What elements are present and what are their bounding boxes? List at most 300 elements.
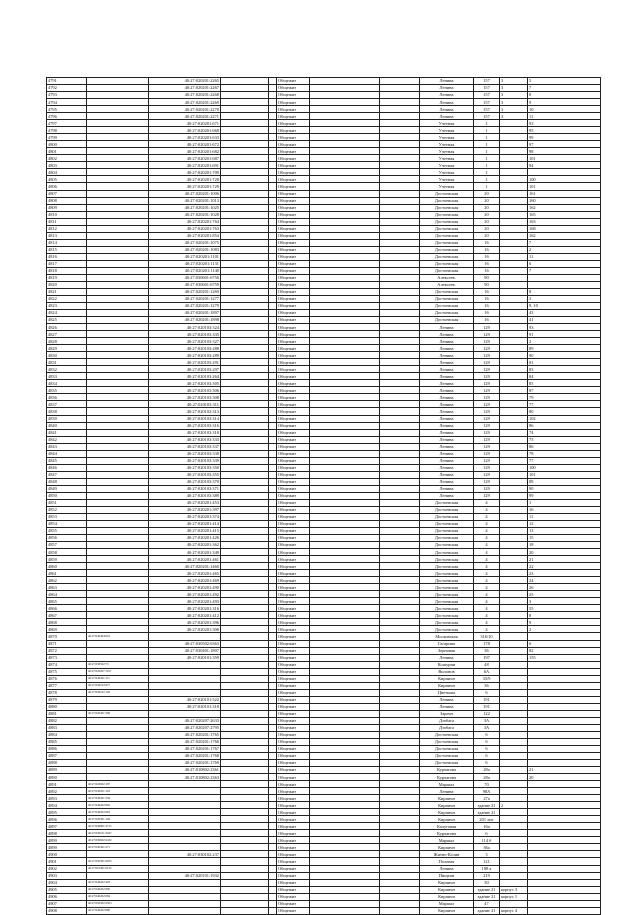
building-cell [500, 324, 528, 331]
row-number-cell: 4878 [47, 689, 87, 696]
blank-cell [380, 211, 420, 218]
blank-cell [269, 900, 277, 907]
cadastral-number-c-cell [221, 211, 269, 218]
table-row [47, 169, 601, 176]
blank-cell [310, 781, 380, 788]
object-type-cell: Общежит [277, 823, 310, 830]
blank-cell [269, 169, 277, 176]
cadastral-number-c-cell [221, 879, 269, 886]
cadastral-number-a-cell: 40:27:020207:1197 [87, 668, 149, 675]
row-number-cell: 4803 [47, 162, 87, 169]
cadastral-number-b-cell: 40:27:020103:308 [149, 394, 221, 401]
cadastral-number-b-cell: 40:27:020201:306 [149, 626, 221, 633]
building-cell [500, 408, 528, 415]
table-row [47, 907, 601, 914]
row-number-cell: 4818 [47, 267, 87, 274]
cadastral-number-c-cell [221, 774, 269, 781]
house-cell: 1 [474, 155, 500, 162]
house-cell: 129 [474, 366, 500, 373]
blank-cell [269, 837, 277, 844]
object-type-cell: Общежит [277, 197, 310, 204]
blank-cell [310, 267, 380, 274]
blank-cell [380, 450, 420, 457]
row-number-cell: 4800 [47, 141, 87, 148]
blank-cell [269, 675, 277, 682]
street-cell: Достоевская [420, 535, 474, 542]
blank-cell [380, 92, 420, 99]
cadastral-number-b-cell: 40:27:020201:687 [149, 155, 221, 162]
cadastral-number-b-cell [149, 633, 221, 640]
apartment-cell: 9, 10 [528, 303, 601, 310]
blank-cell [380, 506, 420, 513]
cadastral-number-b-cell [149, 802, 221, 809]
street-cell: Кирпичн [420, 816, 474, 823]
house-cell: 98А [474, 788, 500, 795]
object-type-cell: Общежит [277, 886, 310, 893]
row-number-cell: 4794 [47, 99, 87, 106]
house-cell: 4 [474, 612, 500, 619]
blank-cell [310, 640, 380, 647]
table-row [47, 520, 601, 527]
street-cell: Достоевская [420, 211, 474, 218]
cadastral-number-a-cell [87, 134, 149, 141]
object-type-cell: Общежит [277, 844, 310, 851]
apartment-cell: 96 [528, 422, 601, 429]
object-type-cell: Общежит [277, 802, 310, 809]
cadastral-number-a-cell [87, 281, 149, 288]
table-row [47, 689, 601, 696]
building-cell [500, 879, 528, 886]
apartment-cell: 20 [528, 549, 601, 556]
apartment-cell [528, 745, 601, 752]
table-row [47, 485, 601, 492]
apartment-cell: 93 [528, 120, 601, 127]
blank-cell [269, 267, 277, 274]
house-cell: 20 [474, 197, 500, 204]
building-cell [500, 457, 528, 464]
cadastral-number-a-cell [87, 127, 149, 134]
building-cell [500, 900, 528, 907]
cadastral-number-b-cell: 40:27:020201:1897 [149, 310, 221, 317]
table-row [47, 176, 601, 183]
cadastral-number-c-cell [221, 781, 269, 788]
cadastral-number-c-cell [221, 837, 269, 844]
blank-cell [310, 281, 380, 288]
blank-cell [310, 92, 380, 99]
cadastral-number-c-cell [221, 872, 269, 879]
building-cell [500, 471, 528, 478]
cadastral-number-c-cell [221, 401, 269, 408]
cadastral-number-c-cell [221, 731, 269, 738]
cadastral-number-a-cell [87, 295, 149, 302]
cadastral-number-c-cell [221, 134, 269, 141]
cadastral-number-a-cell [87, 598, 149, 605]
building-cell [500, 851, 528, 858]
cadastral-number-a-cell [87, 324, 149, 331]
object-type-cell: Общежит [277, 436, 310, 443]
cadastral-number-b-cell: 40:27:020101:1932 [149, 872, 221, 879]
house-cell: 16 [474, 317, 500, 324]
building-cell [500, 169, 528, 176]
object-type-cell: Общежит [277, 148, 310, 155]
row-number-cell: 4873 [47, 654, 87, 661]
building-cell [500, 373, 528, 380]
object-type-cell: Общежит [277, 267, 310, 274]
apartment-cell: 163 [528, 218, 601, 225]
object-type-cell: Общежит [277, 471, 310, 478]
cadastral-number-b-cell: 40:27:020201:493 [149, 598, 221, 605]
cadastral-number-c-cell [221, 127, 269, 134]
table-row [47, 373, 601, 380]
building-cell [500, 520, 528, 527]
cadastral-number-b-cell: 40:27:020201:682 [149, 148, 221, 155]
street-cell: Достоевская [420, 197, 474, 204]
blank-cell [380, 844, 420, 851]
blank-cell [310, 661, 380, 668]
table-row [47, 549, 601, 556]
cadastral-number-c-cell [221, 619, 269, 626]
cadastral-number-c-cell [221, 506, 269, 513]
object-type-cell: Общежит [277, 647, 310, 654]
table-row [47, 760, 601, 767]
street-cell: Учетная [420, 127, 474, 134]
object-type-cell: Общежит [277, 457, 310, 464]
blank-cell [310, 197, 380, 204]
table-row [47, 542, 601, 549]
blank-cell [269, 499, 277, 506]
house-cell: 129 [474, 338, 500, 345]
apartment-cell: 75 [528, 436, 601, 443]
street-cell: Достоевская [420, 549, 474, 556]
cadastral-number-a-cell [87, 246, 149, 253]
apartment-cell [528, 753, 601, 760]
building-cell [500, 689, 528, 696]
row-number-cell: 4814 [47, 239, 87, 246]
row-number-cell: 4817 [47, 260, 87, 267]
street-cell: Учетная [420, 120, 474, 127]
building-cell [500, 352, 528, 359]
table-row [47, 211, 601, 218]
cadastral-number-b-cell: 40:27:020103:311 [149, 401, 221, 408]
cadastral-number-a-cell: 40:27:030102:677 [87, 682, 149, 689]
apartment-cell: 25 [528, 591, 601, 598]
object-type-cell: Общежит [277, 767, 310, 774]
table-row [47, 872, 601, 879]
row-number-cell: 4850 [47, 492, 87, 499]
cadastral-number-c-cell [221, 900, 269, 907]
cadastral-number-c-cell [221, 640, 269, 647]
apartment-cell: 160 [528, 197, 601, 204]
cadastral-number-a-cell [87, 204, 149, 211]
street-cell: Достоевская [420, 204, 474, 211]
row-number-cell: 4799 [47, 134, 87, 141]
object-type-cell: Общежит [277, 612, 310, 619]
cadastral-number-a-cell [87, 570, 149, 577]
cadastral-number-b-cell: 40:27:020201:465 [149, 570, 221, 577]
blank-cell [269, 239, 277, 246]
blank-cell [310, 99, 380, 106]
cadastral-number-c-cell [221, 317, 269, 324]
object-type-cell: Общежит [277, 872, 310, 879]
apartment-cell [528, 169, 601, 176]
apartment-cell [528, 788, 601, 795]
blank-cell [310, 485, 380, 492]
cadastral-number-b-cell: 40:27:030601:6756 [149, 274, 221, 281]
apartment-cell: 155 [528, 654, 601, 661]
house-cell: 121 [474, 858, 500, 865]
apartment-cell: 55 [528, 605, 601, 612]
apartment-cell [528, 724, 601, 731]
row-number-cell: 4833 [47, 373, 87, 380]
blank-cell [310, 457, 380, 464]
table-row [47, 745, 601, 752]
blank-cell [380, 879, 420, 886]
blank-cell [310, 654, 380, 661]
building-cell [500, 303, 528, 310]
table-row [47, 85, 601, 92]
blank-cell [269, 310, 277, 317]
cadastral-number-c-cell [221, 612, 269, 619]
building-cell [500, 366, 528, 373]
cadastral-number-a-cell [87, 471, 149, 478]
house-cell: 129 [474, 394, 500, 401]
blank-cell [269, 85, 277, 92]
street-cell: Ленина [420, 366, 474, 373]
building-cell [500, 682, 528, 689]
apartment-cell: 6 [528, 640, 601, 647]
cadastral-number-c-cell [221, 141, 269, 148]
cadastral-number-b-cell: 40:27:020201:374 [149, 513, 221, 520]
apartment-cell [528, 717, 601, 724]
row-number-cell: 4905 [47, 886, 87, 893]
street-cell: Достоевская [420, 225, 474, 232]
apartment-cell [528, 823, 601, 830]
blank-cell [380, 584, 420, 591]
house-cell: 129 [474, 436, 500, 443]
blank-cell [269, 774, 277, 781]
row-number-cell: 4793 [47, 92, 87, 99]
cadastral-number-a-cell [87, 232, 149, 239]
blank-cell [380, 745, 420, 752]
blank-cell [310, 253, 380, 260]
street-cell: Достоевская [420, 288, 474, 295]
row-number-cell: 4825 [47, 317, 87, 324]
table-row [47, 401, 601, 408]
blank-cell [269, 724, 277, 731]
blank-cell [310, 668, 380, 675]
building-cell [500, 696, 528, 703]
blank-cell [380, 633, 420, 640]
blank-cell [380, 542, 420, 549]
street-cell: Достоевская [420, 246, 474, 253]
building-cell [500, 183, 528, 190]
house-cell: 129 [474, 478, 500, 485]
blank-cell [310, 288, 380, 295]
row-number-cell: 4899 [47, 837, 87, 844]
row-number-cell: 4875 [47, 668, 87, 675]
table-row [47, 858, 601, 865]
house-cell: 27а [474, 795, 500, 802]
cadastral-number-a-cell [87, 99, 149, 106]
cadastral-number-a-cell [87, 253, 149, 260]
building-cell [500, 204, 528, 211]
table-row [47, 218, 601, 225]
cadastral-number-a-cell [87, 148, 149, 155]
table-row [47, 197, 601, 204]
blank-cell [310, 788, 380, 795]
cadastral-number-c-cell [221, 689, 269, 696]
cadastral-number-a-cell [87, 317, 149, 324]
apartment-cell [528, 633, 601, 640]
house-cell: 6 [474, 738, 500, 745]
blank-cell [380, 499, 420, 506]
street-cell: Ленина [420, 788, 474, 795]
blank-cell [380, 310, 420, 317]
cadastral-number-c-cell [221, 155, 269, 162]
blank-cell [269, 359, 277, 366]
blank-cell [380, 668, 420, 675]
object-type-cell: Общежит [277, 366, 310, 373]
row-number-cell: 4848 [47, 478, 87, 485]
apartment-cell: 22 [528, 563, 601, 570]
blank-cell [380, 338, 420, 345]
blank-cell [380, 373, 420, 380]
blank-cell [380, 767, 420, 774]
apartment-cell [528, 844, 601, 851]
building-cell [500, 225, 528, 232]
row-number-cell: 4899 [47, 844, 87, 851]
cadastral-number-a-cell [87, 267, 149, 274]
blank-cell [380, 366, 420, 373]
cadastral-number-c-cell [221, 267, 269, 274]
blank-cell [380, 872, 420, 879]
blank-cell [269, 492, 277, 499]
table-row [47, 113, 601, 120]
cadastral-number-c-cell [221, 851, 269, 858]
apartment-cell [528, 795, 601, 802]
cadastral-number-a-cell: 40:27:040202:693 [87, 809, 149, 816]
apartment-cell: 1 [528, 499, 601, 506]
table-row [47, 295, 601, 302]
apartment-cell [528, 837, 601, 844]
blank-cell [269, 760, 277, 767]
house-cell: 16 [474, 267, 500, 274]
building-cell [500, 211, 528, 218]
street-cell: Ленина [420, 331, 474, 338]
blank-cell [310, 710, 380, 717]
blank-cell [310, 682, 380, 689]
apartment-cell [528, 802, 601, 809]
blank-cell [380, 359, 420, 366]
cadastral-number-a-cell: 40:27:020401:569 [87, 710, 149, 717]
street-cell: Ленина [420, 92, 474, 99]
blank-cell [269, 338, 277, 345]
row-number-cell: 4900 [47, 851, 87, 858]
cadastral-number-a-cell [87, 422, 149, 429]
blank-cell [269, 387, 277, 394]
blank-cell [269, 408, 277, 415]
blank-cell [380, 738, 420, 745]
street-cell: Курчатова [420, 767, 474, 774]
cadastral-number-b-cell: 40:27:020201:1075 [149, 239, 221, 246]
house-cell: 33/9 [474, 675, 500, 682]
cadastral-number-c-cell [221, 415, 269, 422]
cadastral-number-b-cell: 40:27:020201:1279 [149, 303, 221, 310]
street-cell: Ленина [420, 654, 474, 661]
building-cell: 3 [500, 92, 528, 99]
cadastral-number-a-cell [87, 584, 149, 591]
cadastral-number-a-cell [87, 218, 149, 225]
row-number-cell: 4867 [47, 612, 87, 619]
apartment-cell: 86 [528, 443, 601, 450]
row-number-cell: 4836 [47, 394, 87, 401]
street-cell: Ленина [420, 324, 474, 331]
cadastral-number-b-cell: 40:27:020103:370 [149, 478, 221, 485]
row-number-cell: 4861 [47, 570, 87, 577]
cadastral-number-c-cell [221, 661, 269, 668]
blank-cell [310, 598, 380, 605]
table-row [47, 809, 601, 816]
object-type-cell: Общежит [277, 724, 310, 731]
cadastral-number-b-cell: 40:27:020201:1269 [149, 288, 221, 295]
cadastral-number-c-cell [221, 246, 269, 253]
blank-cell [380, 809, 420, 816]
cadastral-number-c-cell [221, 274, 269, 281]
blank-cell [310, 331, 380, 338]
blank-cell [310, 499, 380, 506]
blank-cell [310, 703, 380, 710]
cadastral-number-a-cell [87, 724, 149, 731]
object-type-cell: Общежит [277, 661, 310, 668]
cadastral-number-a-cell: 40:27:030801:3715 [87, 823, 149, 830]
cadastral-number-c-cell [221, 239, 269, 246]
house-cell: 4 [474, 520, 500, 527]
street-cell: Достоевская [420, 598, 474, 605]
street-cell: Достоевская [420, 626, 474, 633]
cadastral-number-a-cell [87, 535, 149, 542]
object-type-cell: Общежит [277, 464, 310, 471]
blank-cell [380, 520, 420, 527]
cadastral-number-c-cell [221, 464, 269, 471]
cadastral-number-a-cell [87, 577, 149, 584]
blank-cell [269, 633, 277, 640]
street-cell: Достоевская [420, 253, 474, 260]
blank-cell [269, 731, 277, 738]
cadastral-number-b-cell [149, 900, 221, 907]
house-cell: 188 а [474, 865, 500, 872]
cadastral-number-a-cell [87, 745, 149, 752]
cadastral-number-c-cell [221, 225, 269, 232]
apartment-cell: 9 [528, 619, 601, 626]
row-number-cell: 4839 [47, 415, 87, 422]
row-number-cell: 4792 [47, 85, 87, 92]
house-cell: 129 [474, 387, 500, 394]
object-type-cell: Общежит [277, 535, 310, 542]
apartment-cell: 100 [528, 464, 601, 471]
object-type-cell: Общежит [277, 654, 310, 661]
object-type-cell: Общежит [277, 141, 310, 148]
blank-cell [310, 436, 380, 443]
blank-cell [269, 619, 277, 626]
blank-cell [269, 134, 277, 141]
blank-cell [310, 246, 380, 253]
blank-cell [380, 324, 420, 331]
cadastral-number-b-cell: 40:27:020103:289 [149, 352, 221, 359]
cadastral-number-c-cell [221, 169, 269, 176]
table-row [47, 513, 601, 520]
blank-cell [380, 352, 420, 359]
blank-cell [380, 731, 420, 738]
